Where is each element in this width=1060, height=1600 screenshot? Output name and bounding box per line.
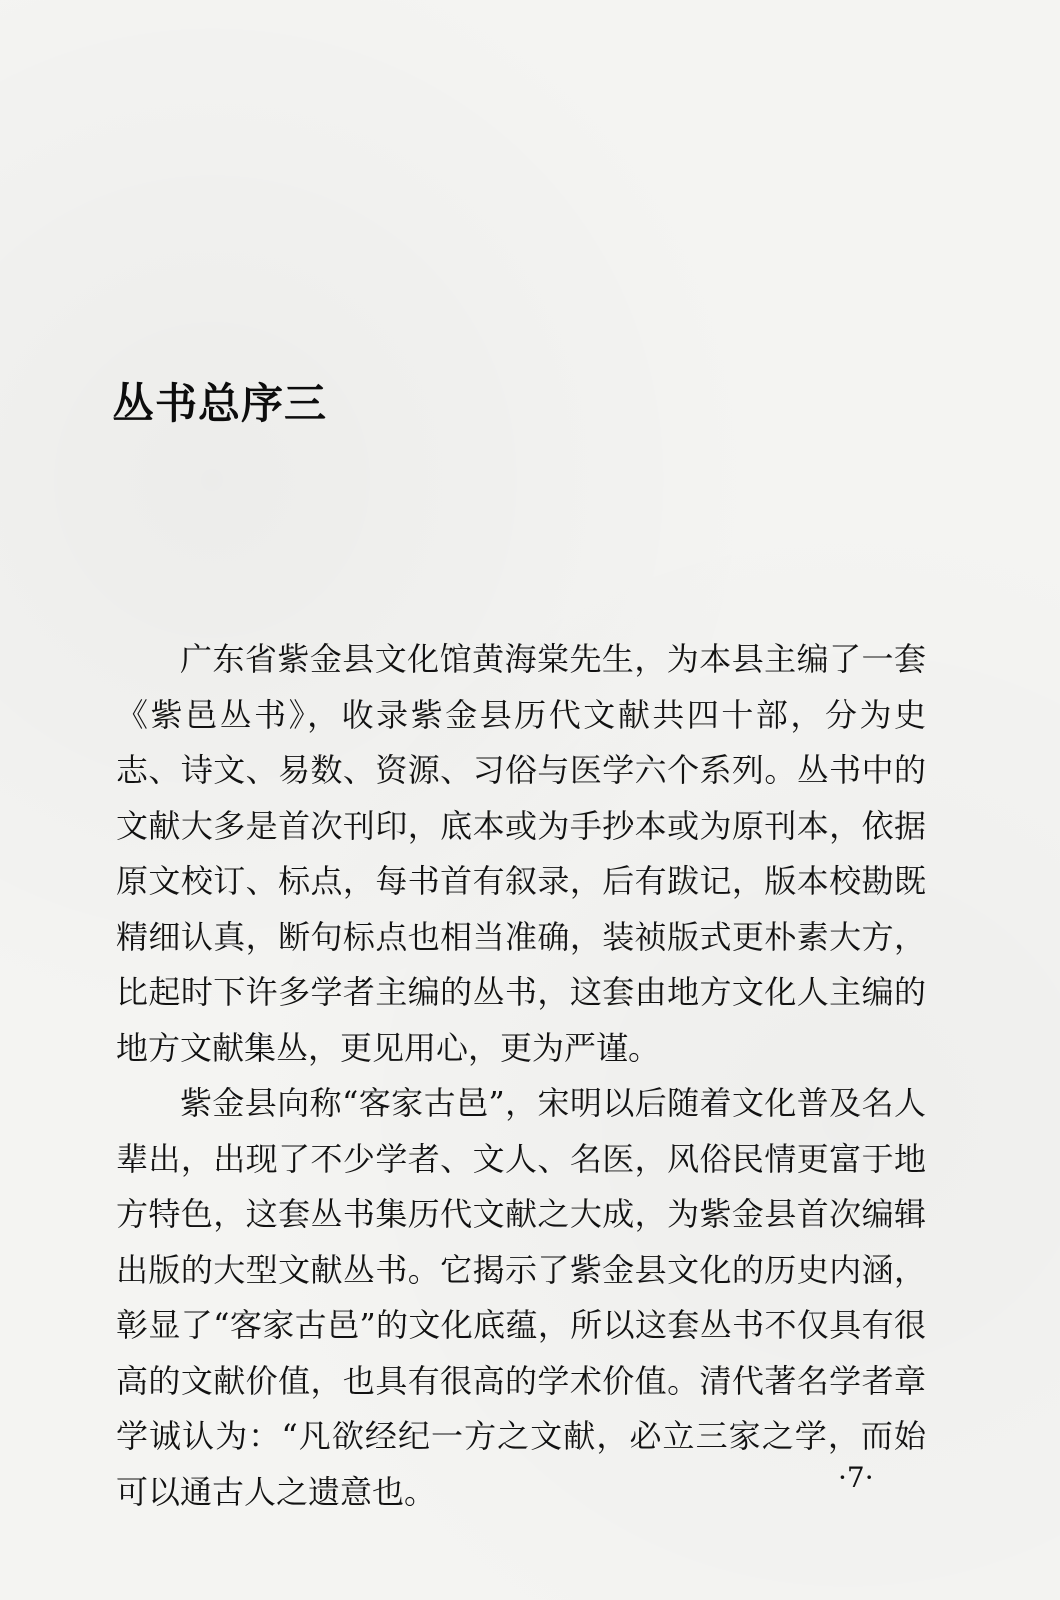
paragraph-2: 紫金县向称“客家古邑”，宋明以后随着文化普及名人辈出，出现了不少学者、文人、名医，风俗民情更富于地方特色，这套丛书集历代文献之大成，为紫金县首次编辑出版的大型文献丛书。它揭示了紫金县文化的历史内涵，彰显了“客家古邑”的文化底蕴，所以这套丛书不仅具有很高的文献价值，也具有很高的学术价值。清代著名学者章学诚认为：“凡欲经纪一方之文献，必立三家之学，而始可以通古人之遗意也。	[116, 1084, 926, 1511]
paragraph-1: 广东省紫金县文化馆黄海棠先生，为本县主编了一套《紫邑丛书》，收录紫金县历代文献共四十部，分为史志、诗文、易数、资源、习俗与医学六个系列。丛书中的文献大多是首次刊印，底本或为手抄本或为原刊本，依据原文校订、标点，每书首有叙录，后有跋记，版本校勘既精细认真，断句标点也相当准确，装祯版式更朴素大方，比起时下许多学者主编的丛书，这套由地方文化人主编的地方文献集丛，更见用心，更为严谨。	[116, 640, 926, 1067]
page-number: ·7·	[838, 1461, 874, 1494]
body-text	[116, 632, 926, 1520]
page-title: 丛书总序三	[112, 379, 328, 428]
